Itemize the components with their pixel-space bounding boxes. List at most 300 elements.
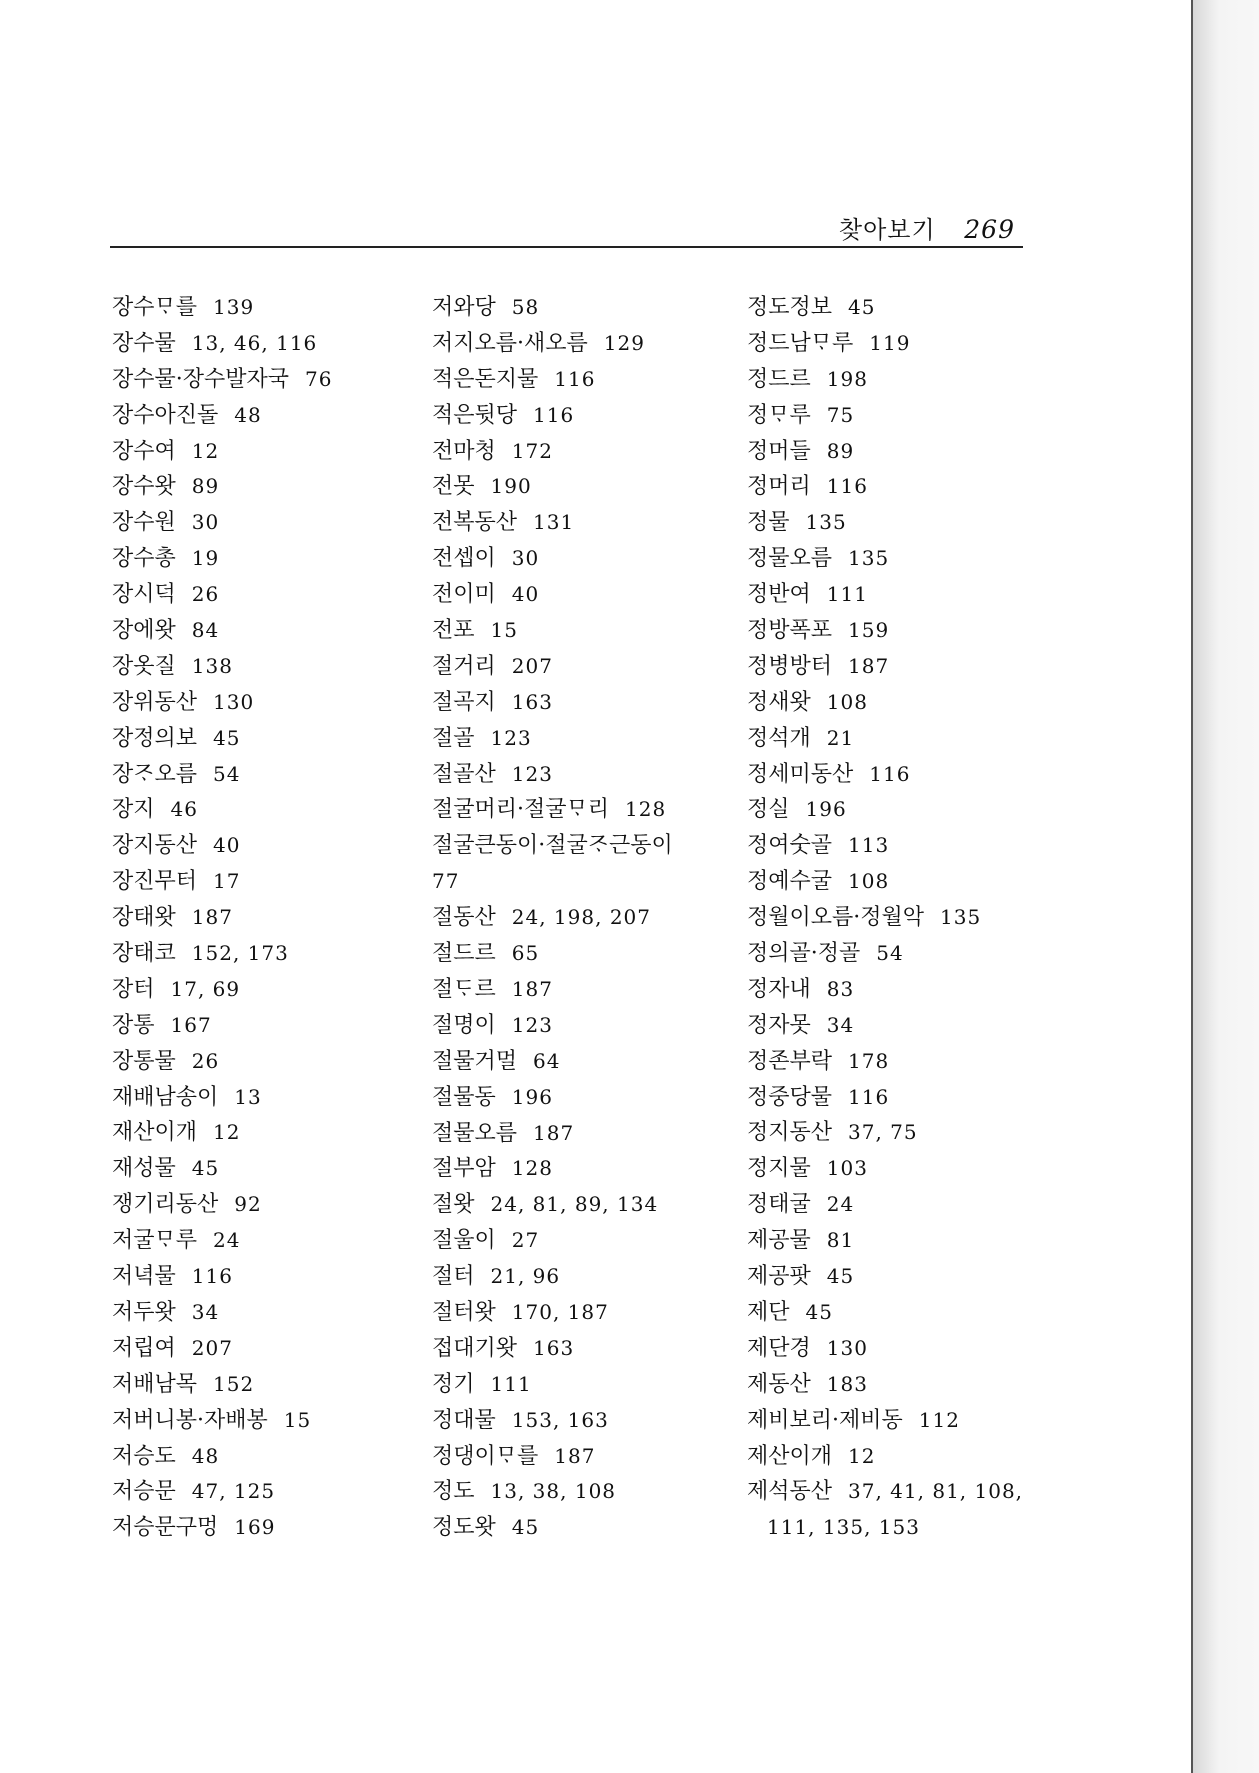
running-head — [110, 206, 1023, 248]
index-entry — [112, 1115, 422, 1151]
entry-pages: 92 — [234, 1192, 262, 1217]
entry-term: 정방폭포 — [747, 618, 833, 644]
entry-term: 장옷질 — [112, 653, 176, 679]
index-entry — [432, 1474, 752, 1510]
entry-pages: 24 — [826, 1192, 855, 1217]
entry-pages: 21 — [826, 725, 855, 750]
index-entry — [112, 1151, 422, 1187]
entry-pages: 76 — [305, 366, 333, 391]
index-entry — [432, 1367, 752, 1403]
entry-term: 정석개 — [747, 725, 811, 751]
index-entry — [112, 1259, 422, 1295]
index-column-2 — [432, 290, 752, 1546]
entry-term: 저배남목 — [112, 1371, 198, 1397]
index-entry — [432, 936, 752, 972]
entry-term: 절동산 — [432, 905, 496, 931]
entry-pages: 45 — [213, 725, 241, 750]
entry-pages: 128 — [511, 1156, 553, 1181]
index-entry — [112, 972, 422, 1008]
entry-term: 전포 — [432, 618, 475, 644]
entry-pages: 13, 46, 116 — [191, 330, 318, 355]
index-entry — [112, 541, 422, 577]
index-entry — [747, 1151, 1047, 1187]
entry-pages: 89 — [191, 474, 220, 499]
index-entry — [432, 792, 752, 828]
entry-term: 장시덕 — [112, 582, 176, 608]
entry-term: 정물 — [747, 510, 790, 536]
index-entry — [747, 792, 1047, 828]
entry-pages: 130 — [213, 689, 255, 714]
index-entry — [112, 505, 422, 541]
index-entry — [432, 757, 752, 793]
entry-term: 절골 — [432, 725, 475, 751]
entry-term: 절드르 — [432, 941, 496, 967]
index-entry — [747, 1080, 1047, 1116]
entry-term: 장수아진돌 — [112, 402, 219, 428]
entry-pages: 58 — [511, 295, 540, 319]
entry-pages: 153, 163 — [511, 1407, 609, 1432]
entry-term: 절부암 — [432, 1156, 496, 1182]
entry-term: 장수물·장수발자국 — [112, 366, 290, 392]
entry-term: 정새왓 — [747, 689, 811, 715]
entry-pages: 81 — [826, 1228, 855, 1253]
entry-term: 절울이 — [432, 1228, 496, 1254]
index-entry — [747, 1367, 1047, 1403]
index-entry — [432, 326, 752, 362]
entry-pages: 83 — [826, 976, 855, 1001]
entry-term: 절거리 — [432, 653, 496, 679]
entry-pages: 119 — [869, 330, 911, 355]
index-entry — [112, 1044, 422, 1080]
entry-term: 장수ᄆᆞ를 — [112, 295, 198, 320]
index-entry — [112, 1474, 422, 1510]
index-entry — [112, 649, 422, 685]
index-entry — [432, 1439, 752, 1475]
entry-pages: 123 — [511, 1012, 553, 1037]
entry-term: 장위동산 — [112, 689, 198, 715]
index-entry — [112, 792, 422, 828]
entry-term: 장진무터 — [112, 869, 198, 895]
index-entry — [112, 1223, 422, 1259]
entry-pages: 17 — [213, 869, 241, 894]
entry-term: 정자내 — [747, 976, 811, 1002]
index-entry — [112, 469, 422, 505]
entry-pages: 108 — [848, 869, 890, 894]
entry-term: 저버니봉·자배봉 — [112, 1407, 268, 1433]
entry-pages: 45 — [826, 1264, 855, 1289]
entry-term: 절왓 — [432, 1192, 475, 1218]
entry-pages: 40 — [213, 833, 241, 858]
entry-term: 정머들 — [747, 438, 811, 464]
entry-pages: 207 — [511, 653, 553, 678]
entry-pages: 45 — [805, 1299, 833, 1324]
index-entry — [747, 936, 1047, 972]
entry-term: 정도왓 — [432, 1515, 496, 1541]
index-column-3 — [747, 290, 1047, 1546]
index-entry — [112, 1008, 422, 1044]
index-entry — [432, 828, 752, 900]
entry-term: 절물거멀 — [432, 1048, 518, 1074]
index-entry — [432, 1295, 752, 1331]
index-entry — [747, 649, 1047, 685]
entry-term: 장통물 — [112, 1048, 176, 1074]
entry-term: 정드르 — [747, 366, 811, 392]
entry-pages: 187 — [554, 1443, 596, 1468]
entry-term: 정예수굴 — [747, 869, 833, 895]
index-entry — [112, 1295, 422, 1331]
entry-term: 절굴머리·절굴ᄆᆞ리 — [432, 797, 610, 823]
entry-pages: 12 — [213, 1120, 241, 1145]
entry-term: 정지동산 — [747, 1120, 833, 1146]
entry-pages: 187 — [848, 653, 890, 678]
index-entry — [747, 1474, 1047, 1546]
index-entry — [112, 721, 422, 757]
entry-pages: 54 — [213, 761, 241, 786]
index-entry — [432, 613, 752, 649]
index-entry — [112, 1403, 422, 1439]
index-entry — [747, 1259, 1047, 1295]
index-entry — [747, 721, 1047, 757]
entry-term: 제석동산 — [747, 1479, 833, 1505]
entry-pages: 116 — [533, 402, 575, 427]
entry-pages: 196 — [511, 1084, 553, 1109]
entry-term: 장태왓 — [112, 905, 176, 931]
entry-term: 전이미 — [432, 582, 496, 608]
entry-pages: 34 — [191, 1299, 220, 1324]
index-entry — [112, 900, 422, 936]
entry-pages: 163 — [511, 689, 553, 714]
index-entry — [747, 398, 1047, 434]
index-entry — [432, 505, 752, 541]
entry-term: 정ᄆᆞ루 — [747, 402, 811, 428]
entry-pages: 54 — [876, 941, 904, 966]
entry-pages: 111 — [490, 1371, 532, 1396]
index-entry — [112, 1439, 422, 1475]
entry-pages: 159 — [848, 618, 890, 643]
entry-term: 장수물 — [112, 330, 176, 356]
index-entry — [747, 434, 1047, 470]
entry-pages: 12 — [848, 1443, 876, 1468]
entry-term: 정반여 — [747, 582, 811, 608]
entry-pages: 116 — [554, 366, 596, 391]
entry-term: 제동산 — [747, 1371, 811, 1397]
entry-term: 정기 — [432, 1371, 475, 1397]
entry-pages: 135 — [940, 905, 982, 930]
entry-term: 정중당물 — [747, 1084, 833, 1110]
entry-term: 적은돈지물 — [432, 366, 539, 392]
entry-pages: 47, 125 — [191, 1479, 276, 1504]
index-entry — [432, 541, 752, 577]
entry-term: 저승문구멍 — [112, 1515, 219, 1541]
entry-term: 장수원 — [112, 510, 176, 536]
entry-term: 절터 — [432, 1264, 475, 1290]
entry-pages: 13, 38, 108 — [490, 1479, 617, 1504]
entry-term: 정월이오름·정월악 — [747, 905, 925, 931]
index-entry — [747, 1044, 1047, 1080]
index-entry — [747, 613, 1047, 649]
entry-term: 정여숫골 — [747, 833, 833, 859]
entry-term: 정드남ᄆᆞ루 — [747, 330, 854, 356]
entry-pages: 111 — [826, 582, 868, 607]
index-entry — [432, 721, 752, 757]
index-entry — [747, 757, 1047, 793]
entry-pages: 187 — [533, 1120, 575, 1145]
entry-term: 장터 — [112, 976, 155, 1002]
index-entry — [112, 290, 422, 326]
index-entry — [747, 1295, 1047, 1331]
entry-pages: 89 — [826, 438, 855, 463]
entry-term: 절물오름 — [432, 1120, 518, 1146]
entry-term: 장지동산 — [112, 833, 198, 859]
index-entry — [747, 362, 1047, 398]
entry-pages: 207 — [191, 1335, 233, 1360]
entry-pages: 172 — [511, 438, 553, 463]
entry-term: 저두왓 — [112, 1299, 176, 1325]
index-entry — [747, 828, 1047, 864]
index-entry — [432, 1223, 752, 1259]
entry-pages: 34 — [826, 1012, 855, 1037]
entry-pages: 77 — [432, 869, 460, 894]
entry-pages: 152, 173 — [191, 941, 289, 966]
index-entry — [432, 362, 752, 398]
index-entry — [112, 326, 422, 362]
entry-term: 제공팟 — [747, 1264, 811, 1290]
entry-term: 장수여 — [112, 438, 176, 464]
entry-term: 절굴큰동이·절굴ᄌᆞ근동이 — [432, 833, 673, 859]
index-entry — [747, 1403, 1047, 1439]
running-head-text — [839, 210, 1015, 245]
entry-pages: 139 — [213, 295, 255, 319]
entry-pages: 138 — [191, 653, 233, 678]
entry-pages: 129 — [603, 330, 645, 355]
entry-term: 제산이개 — [747, 1443, 833, 1469]
index-entry — [432, 1187, 752, 1223]
page-number: 269 — [964, 215, 1015, 244]
entry-pages: 21, 96 — [490, 1264, 561, 1289]
entry-term: 정세미동산 — [747, 761, 854, 787]
index-entry — [747, 1223, 1047, 1259]
entry-pages: 65 — [511, 941, 540, 966]
entry-pages: 123 — [490, 725, 532, 750]
entry-pages: 183 — [826, 1371, 868, 1396]
entry-pages: 46 — [170, 797, 198, 822]
index-entry — [432, 1510, 752, 1546]
entry-pages: 187 — [511, 976, 553, 1001]
index-entry — [747, 577, 1047, 613]
index-entry — [432, 398, 752, 434]
entry-pages: 170, 187 — [511, 1299, 609, 1324]
entry-term: 제공물 — [747, 1228, 811, 1254]
index-entry — [112, 685, 422, 721]
entry-term: 정도정보 — [747, 295, 833, 320]
index-entry — [112, 1331, 422, 1367]
entry-term: 절곡지 — [432, 689, 496, 715]
index-entry — [747, 290, 1047, 326]
entry-pages: 135 — [848, 546, 890, 571]
index-entry — [112, 577, 422, 613]
entry-pages: 37, 75 — [848, 1120, 918, 1145]
entry-pages: 24, 81, 89, 134 — [490, 1192, 659, 1217]
entry-pages: 178 — [848, 1048, 890, 1073]
entry-pages: 113 — [848, 833, 890, 858]
entry-term: 장ᄌᆞ오름 — [112, 761, 198, 787]
index-entry — [747, 326, 1047, 362]
entry-term: 장태코 — [112, 941, 176, 967]
entry-pages: 103 — [826, 1156, 868, 1181]
entry-term: 재산이개 — [112, 1120, 198, 1146]
entry-term: 저와당 — [432, 295, 496, 320]
entry-term: 정의골·정골 — [747, 941, 861, 967]
index-entry — [432, 1080, 752, 1116]
entry-pages: 19 — [191, 546, 220, 571]
index-entry — [747, 1439, 1047, 1475]
entry-pages: 116 — [191, 1264, 233, 1289]
entry-pages: 116 — [826, 474, 868, 499]
entry-term: 절물동 — [432, 1084, 496, 1110]
entry-pages: 152 — [213, 1371, 255, 1396]
entry-pages: 37, 41, 81, 108, — [848, 1479, 1024, 1504]
index-entry — [432, 469, 752, 505]
entry-pages: 135 — [805, 510, 847, 535]
entry-term: 정지물 — [747, 1156, 811, 1182]
index-column-1 — [112, 290, 422, 1546]
entry-term: 정존부락 — [747, 1048, 833, 1074]
entry-pages: 84 — [191, 618, 220, 643]
entry-term: 저승문 — [112, 1479, 176, 1505]
entry-term: 제단 — [747, 1299, 790, 1325]
index-entry — [747, 541, 1047, 577]
entry-term: 적은뒷당 — [432, 402, 518, 428]
index-entry — [112, 398, 422, 434]
entry-term: 정물오름 — [747, 546, 833, 572]
index-entry — [112, 434, 422, 470]
entry-pages: 64 — [533, 1048, 561, 1073]
index-entry — [432, 577, 752, 613]
entry-term: 전못 — [432, 474, 475, 500]
entry-pages: 45 — [191, 1156, 220, 1181]
entry-term: 장수왓 — [112, 474, 176, 500]
entry-term: 장지 — [112, 797, 155, 823]
index-entry — [432, 649, 752, 685]
entry-pages: 17, 69 — [170, 976, 241, 1001]
index-entry — [747, 1187, 1047, 1223]
index-entry — [432, 900, 752, 936]
entry-pages: 40 — [511, 582, 540, 607]
entry-pages: 15 — [490, 618, 518, 643]
entry-pages: 112 — [918, 1407, 960, 1432]
entry-term: 저지오름·새오름 — [432, 330, 588, 356]
entry-term: 정실 — [747, 797, 790, 823]
entry-pages: 30 — [191, 510, 220, 535]
entry-term: 절명이 — [432, 1012, 496, 1038]
entry-pages: 190 — [490, 474, 532, 499]
entry-pages: 116 — [848, 1084, 890, 1109]
index-entry — [112, 757, 422, 793]
index-entry — [747, 469, 1047, 505]
index-entry — [112, 1187, 422, 1223]
index-entry — [432, 1008, 752, 1044]
index-entry — [112, 864, 422, 900]
entry-pages: 198 — [826, 366, 868, 391]
section-title: 찾아보기 — [838, 216, 936, 244]
entry-term: 쟁기리동산 — [112, 1192, 219, 1218]
index-entry — [112, 1510, 422, 1546]
entry-term: 저승도 — [112, 1443, 176, 1469]
entry-pages-continued: 111, 135, 153 — [767, 1515, 920, 1540]
entry-pages: 26 — [191, 582, 220, 607]
index-entry — [112, 936, 422, 972]
entry-pages: 131 — [533, 510, 575, 535]
index-entry — [432, 1044, 752, 1080]
entry-pages: 128 — [625, 797, 667, 822]
entry-pages: 108 — [826, 689, 868, 714]
index-entry — [747, 505, 1047, 541]
entry-pages: 30 — [511, 546, 540, 571]
entry-term: 정대물 — [432, 1407, 496, 1433]
index-entry — [747, 1331, 1047, 1367]
index-entry — [112, 1367, 422, 1403]
entry-pages: 163 — [533, 1335, 575, 1360]
index-entry — [112, 1080, 422, 1116]
entry-term: 전셉이 — [432, 546, 496, 572]
entry-pages: 130 — [826, 1335, 868, 1360]
index-entry — [432, 434, 752, 470]
index-entry — [747, 864, 1047, 900]
entry-pages: 116 — [869, 761, 911, 786]
index-entry — [432, 1331, 752, 1367]
entry-pages: 24 — [213, 1228, 241, 1253]
entry-pages: 167 — [170, 1012, 212, 1037]
index-entry — [747, 1115, 1047, 1151]
index-entry — [747, 972, 1047, 1008]
entry-pages: 13 — [234, 1084, 262, 1109]
entry-term: 장통 — [112, 1012, 155, 1038]
index-entry — [112, 828, 422, 864]
index-entry — [432, 1259, 752, 1295]
entry-pages: 24, 198, 207 — [511, 905, 651, 930]
index-entry — [432, 1403, 752, 1439]
entry-pages: 187 — [191, 905, 233, 930]
entry-term: 정도 — [432, 1479, 475, 1505]
entry-term: 절골산 — [432, 761, 496, 787]
index-entry — [432, 972, 752, 1008]
entry-pages: 75 — [826, 402, 855, 427]
entry-term: 저립여 — [112, 1335, 176, 1361]
entry-pages: 27 — [511, 1228, 540, 1253]
entry-term: 접대기왓 — [432, 1335, 518, 1361]
index-entry — [432, 290, 752, 326]
entry-term: 장정의보 — [112, 725, 198, 751]
entry-term: 전복동산 — [432, 510, 518, 536]
entry-term: 재배남송이 — [112, 1084, 219, 1110]
entry-term: 장에왓 — [112, 618, 176, 644]
entry-term: 절터왓 — [432, 1299, 496, 1325]
entry-term: 저녁물 — [112, 1264, 176, 1290]
entry-pages: 196 — [805, 797, 847, 822]
index-entry — [432, 1116, 752, 1152]
entry-pages: 12 — [191, 438, 220, 463]
entry-pages: 169 — [234, 1515, 276, 1540]
index-entry — [747, 685, 1047, 721]
index-entry — [747, 900, 1047, 936]
index-entry — [432, 1151, 752, 1187]
entry-term: 재성물 — [112, 1156, 176, 1182]
entry-term: 정태굴 — [747, 1192, 811, 1218]
entry-term: 정댕이ᄆᆞ를 — [432, 1443, 539, 1469]
index-entry — [112, 613, 422, 649]
entry-term: 장수총 — [112, 546, 176, 572]
entry-pages: 15 — [283, 1407, 312, 1432]
